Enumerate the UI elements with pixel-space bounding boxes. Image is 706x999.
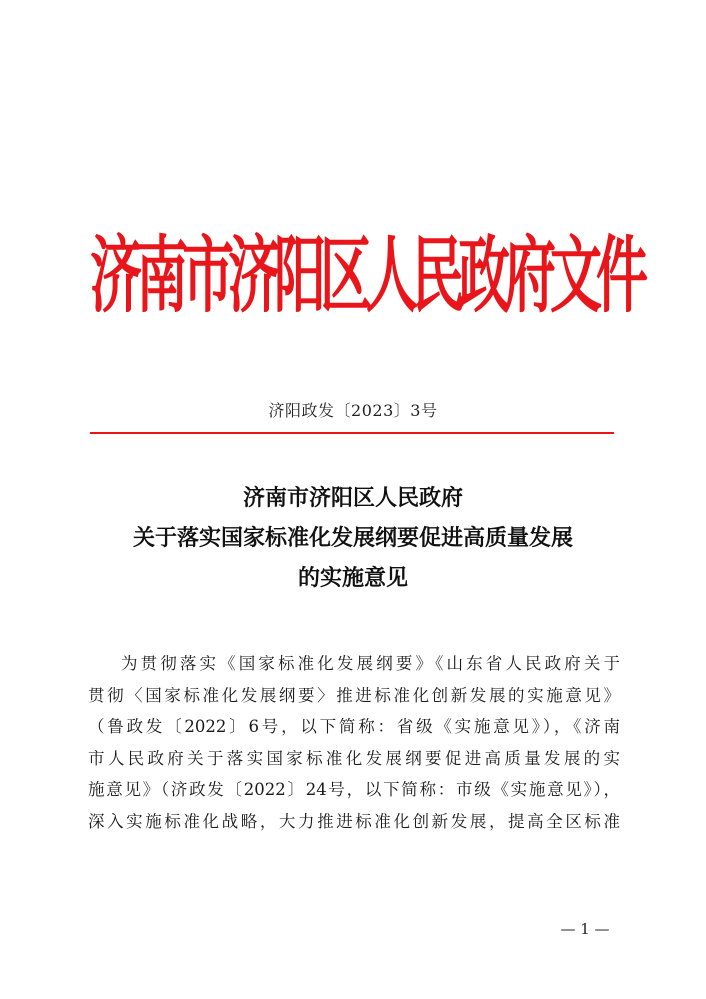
title-line-2: 关于落实国家标准化发展纲要促进高质量发展 — [132, 525, 573, 551]
body-line: 施意见》（济政发〔2022〕24号，以下简称：市级《实施意见》）， — [88, 780, 620, 799]
body-line: 深入实施标准化战略，大力推进标准化创新发展，提高全区标准 — [88, 811, 620, 831]
body-line: 市人民政府关于落实国家标准化发展纲要促进高质量发展的实 — [88, 748, 620, 768]
document-title — [60, 478, 646, 598]
red-divider-line — [90, 432, 614, 434]
masthead-title: 济南市济阳区人民政府文件 — [90, 229, 643, 325]
title-line-1: 济南市济阳区人民政府 — [242, 485, 463, 511]
title-line-3: 的实施意见 — [297, 565, 408, 591]
document-number: 济阳政发〔2023〕3号 — [268, 401, 438, 420]
body-paragraph — [88, 648, 620, 837]
body-line: 贯彻〈国家标准化发展纲要〉推进标准化创新发展的实施意见》 — [88, 685, 620, 705]
body-line: 为贯彻落实《国家标准化发展纲要》《山东省人民政府关于 — [121, 654, 620, 673]
page-number: — 1 — — [560, 920, 610, 938]
body-line: （鲁政发〔2022〕6号，以下简称：省级《实施意见》），《济南 — [88, 717, 620, 736]
